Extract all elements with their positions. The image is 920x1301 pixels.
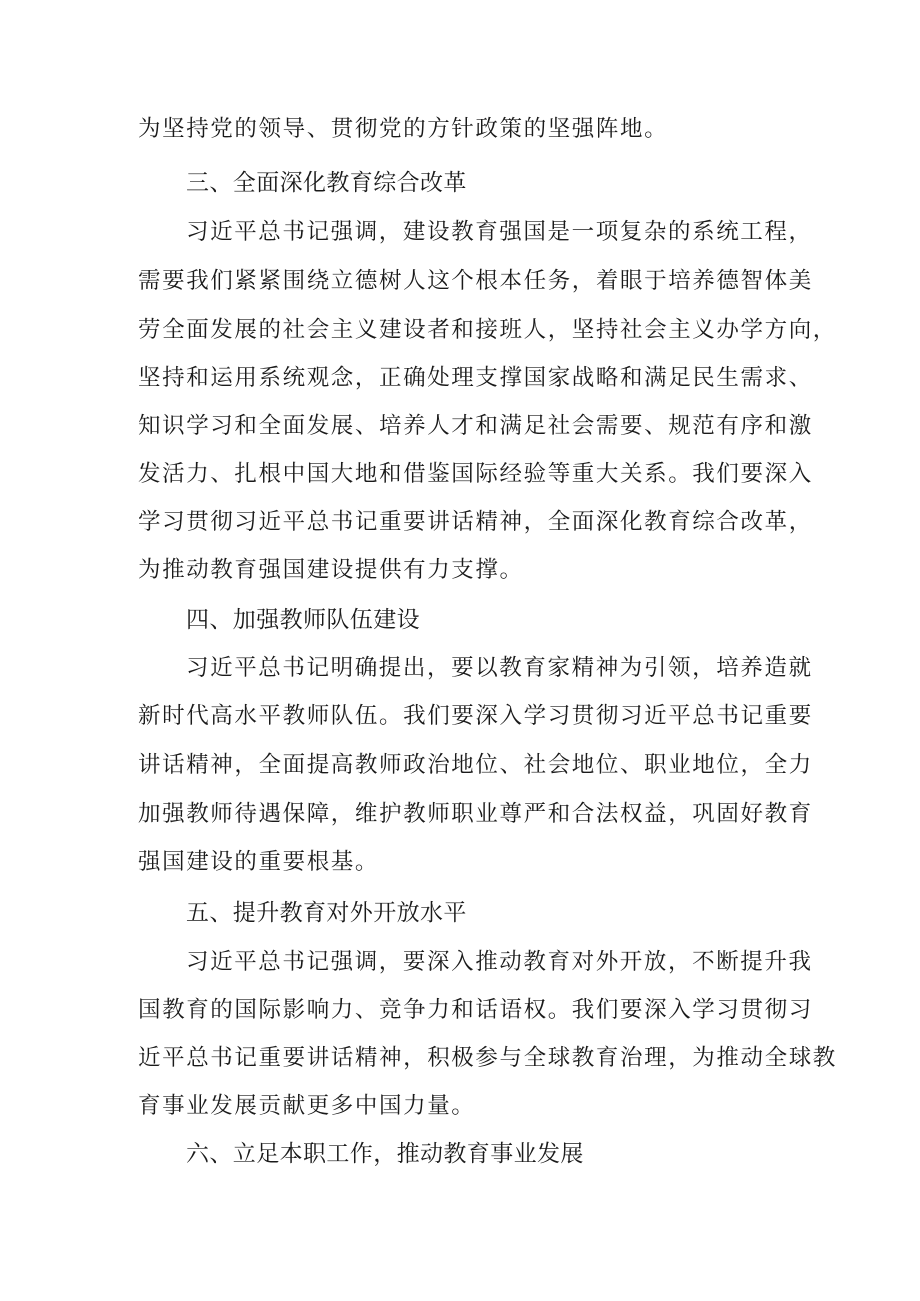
body-text-line: 习近平总书记强调，要深入推动教育对外开放，不断提升我 <box>186 949 813 975</box>
body-text-line: 近平总书记重要讲话精神，积极参与全球教育治理，为推动全球教 <box>138 1045 837 1071</box>
section-heading: 五、提升教育对外开放水平 <box>186 900 467 926</box>
section-heading: 四、加强教师队伍建设 <box>186 607 420 633</box>
body-text-line: 为坚持党的领导、贯彻党的方针政策的坚强阵地。 <box>138 116 669 142</box>
section-heading: 三、全面深化教育综合改革 <box>186 170 467 196</box>
body-text-line: 为推动教育强国建设提供有力支撑。 <box>138 557 524 583</box>
body-text-line: 习近平总书记明确提出，要以教育家精神为引领，培养造就 <box>186 655 813 681</box>
body-text-line: 习近平总书记强调，建设教育强国是一项复杂的系统工程， <box>186 219 813 245</box>
body-text-line: 强国建设的重要根基。 <box>138 849 380 875</box>
body-text-line: 劳全面发展的社会主义建设者和接班人，坚持社会主义办学方向， <box>138 317 837 343</box>
body-text-line: 学习贯彻习近平总书记重要讲话精神，全面深化教育综合改革， <box>138 509 813 535</box>
section-heading: 六、立足本职工作，推动教育事业发展 <box>186 1141 584 1167</box>
body-text-line: 发活力、扎根中国大地和借鉴国际经验等重大关系。我们要深入 <box>138 461 813 487</box>
body-text-line: 国教育的国际影响力、竞争力和话语权。我们要深入学习贯彻习 <box>138 997 813 1023</box>
body-text-line: 育事业发展贡献更多中国力量。 <box>138 1093 476 1119</box>
body-text-line: 需要我们紧紧围绕立德树人这个根本任务，着眼于培养德智体美 <box>138 268 813 294</box>
body-text-line: 加强教师待遇保障，维护教师职业尊严和合法权益，巩固好教育 <box>138 801 813 827</box>
body-text-line: 新时代高水平教师队伍。我们要深入学习贯彻习近平总书记重要 <box>138 703 813 729</box>
body-text-line: 知识学习和全面发展、培养人才和满足社会需要、规范有序和激 <box>138 413 813 439</box>
body-text-line: 坚持和运用系统观念，正确处理支撑国家战略和满足民生需求、 <box>138 365 813 391</box>
body-text-line: 讲话精神，全面提高教师政治地位、社会地位、职业地位，全力 <box>138 752 813 778</box>
